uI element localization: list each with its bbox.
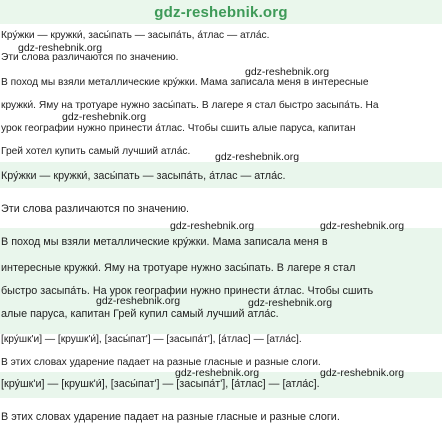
watermark-text: gdz-reshebnik.org: [248, 297, 333, 309]
answer-line-small: Эти слова различаются по значению.: [1, 52, 179, 63]
site-header: [0, 0, 442, 24]
watermark-text: gdz-reshebnik.org: [18, 42, 103, 54]
answer-line-large: интересные кружки́. Яму на тротуаре нужно засы́пать. В лагере я стал: [1, 262, 356, 274]
answer-line-large: Эти слова различаются по значению.: [1, 203, 190, 215]
answer-line-large: быстро засыпа́ть. На урок географии нужно принести а́тлас. Чтобы сшить: [1, 285, 374, 297]
watermark-text: gdz-reshebnik.org: [320, 220, 405, 232]
answer-line-small: урок географии нужно принести а́тлас. Чтобы сшить алые паруса, капитан: [1, 123, 356, 134]
answer-line-large: В поход мы взяли металлические кру́жки. Мама записала меня в: [1, 236, 328, 248]
answer-line-small: Грей хотел купить самый лучший атла́с.: [1, 146, 191, 157]
answer-line-small: В поход мы взяли металлические кру́жки. Мама записала меня в интересные: [1, 77, 369, 88]
watermark-text: gdz-reshebnik.org: [62, 111, 147, 123]
watermark-text: gdz-reshebnik.org: [215, 151, 300, 163]
watermark-text: gdz-reshebnik.org: [175, 367, 260, 379]
watermark-text: gdz-reshebnik.org: [245, 66, 330, 78]
watermark-text: gdz-reshebnik.org: [96, 295, 181, 307]
transcription-line-large: [кру́шк'и] — [крушк'и́], [засы́пат'] — [засыпа́т'], [а́тлас] — [атла́с].: [1, 378, 320, 390]
answer-line-large: Кру́жки — кружки́, засы́пать — засыпа́ть, а́тлас — атла́с.: [1, 170, 286, 182]
answer-line-large: алые паруса, капитан Грей купил самый лучший атла́с.: [1, 308, 279, 320]
answer-line-small: кружки́. Яму на тротуаре нужно засы́пать. В лагере я стал быстро засыпа́ть. На: [1, 100, 379, 111]
watermark-text: gdz-reshebnik.org: [320, 367, 405, 379]
watermark-text: gdz-reshebnik.org: [170, 220, 255, 232]
answer-line-small: Кру́жки — кружки́, засы́пать — засыпа́ть, а́тлас — атла́с.: [1, 30, 270, 41]
transcription-line-large: В этих словах ударение падает на разные гласные и разные слоги.: [1, 411, 340, 423]
transcription-line-small: [кру́шк'и] — [крушк'и́], [засы́пат'] — [засыпа́т'], [а́тлас] — [атла́с].: [1, 334, 302, 345]
site-title[interactable]: gdz-reshebnik.org: [154, 3, 288, 21]
transcription-line-small: В этих словах ударение падает на разные гласные и разные слоги.: [1, 357, 321, 368]
